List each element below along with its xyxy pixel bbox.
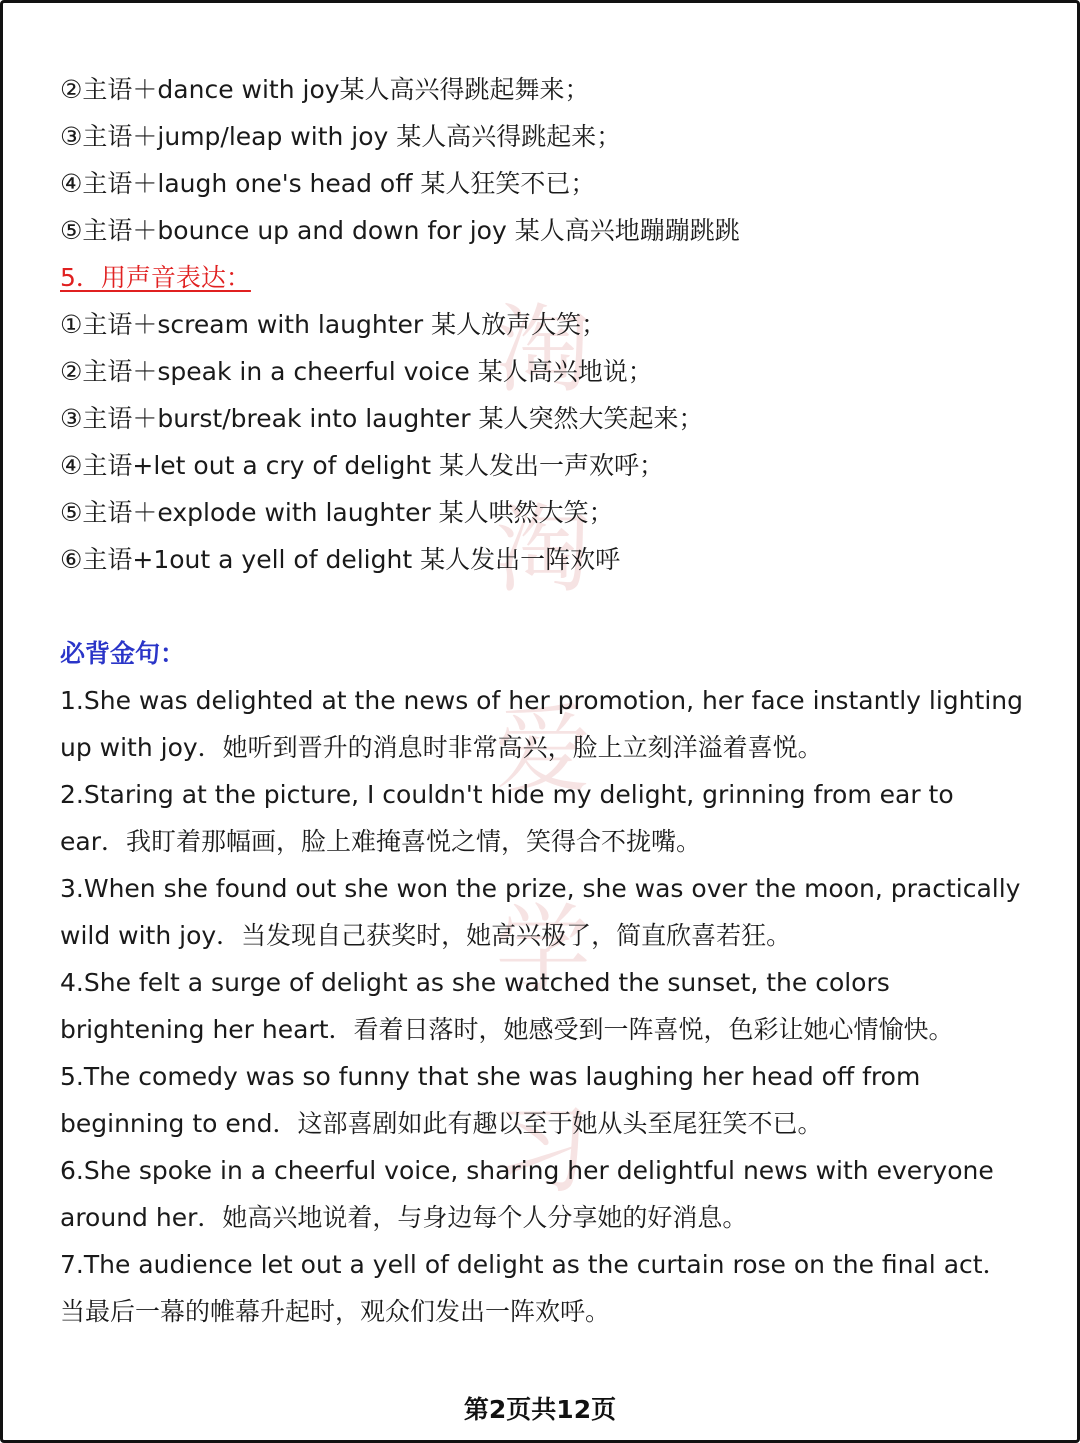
watermark-char: 爱 — [495, 694, 591, 806]
sentence-paragraph: 7.The audience let out a yell of delight as the curtain rose on the final act．当最后一幕的帷幕升起时，观众们发出一阵欢呼。 — [60, 1250, 1008, 1326]
sentence-paragraph: 4.She felt a surge of delight as she watched the sunset, the colors brightening her heart．看着日落时，她感受到一阵喜悦，色彩让她心情愉快。 — [60, 968, 954, 1044]
sentence-paragraph: 1.She was delighted at the news of her promotion, her face instantly lighting up with joy．她听到晋升的消息时非常高兴，脸上立刻洋溢着喜悦。 — [60, 686, 1023, 762]
sound-item: ③主语＋burst/break into laughter 某人突然大笑起来； — [60, 404, 704, 433]
sound-item: ⑤主语＋explode with laughter 某人哄然大笑； — [60, 498, 614, 527]
sound-item: ②主语＋speak in a cheerful voice 某人高兴地说； — [60, 357, 653, 386]
page-number: 第2页共12页 — [463, 1395, 617, 1424]
watermark-char: 习 — [495, 1094, 591, 1206]
sound-item: ①主语＋scream with laughter 某人放声大笑； — [60, 310, 607, 339]
sentences-heading: 必背金句： — [60, 639, 186, 668]
sound-item: ⑥主语+1out a yell of delight 某人发出一阵欢呼 — [60, 545, 621, 574]
watermark-char: 淘 — [495, 294, 591, 406]
action-item: ⑤主语＋bounce up and down for joy 某人高兴地蹦蹦跳跳 — [60, 216, 740, 245]
sentence-paragraph: 3.When she found out she won the prize, she was over the moon, practically wild with joy．当发现自己获奖时，她高兴极了，简直欣喜若狂。 — [60, 874, 1021, 950]
action-item: ②主语＋dance with joy某人高兴得跳起舞来； — [60, 75, 590, 104]
sentence-paragraph: 5.The comedy was so funny that she was laughing her head off from beginning to end．这部喜剧如此有趣以至于她从头至尾狂笑不已。 — [60, 1062, 921, 1138]
section-spacer — [60, 583, 1025, 630]
sentence-paragraph: 2.Staring at the picture, I couldn't hide my delight, grinning from ear to ear．我盯着那幅画，脸上难掩喜悦之情，笑得合不拢嘴。 — [60, 780, 954, 856]
sound-item: ④主语+let out a cry of delight 某人发出一声欢呼； — [60, 451, 665, 480]
document-body — [60, 66, 1025, 1335]
sound-section-heading: 5．用声音表达： — [60, 263, 251, 292]
sound-section-heading-row — [60, 254, 1025, 301]
sentence-paragraph: 6.She spoke in a cheerful voice, sharing her delightful news with everyone around her．她高兴地说着，与身边每个人分享她的好消息。 — [60, 1156, 994, 1232]
action-item: ④主语＋laugh one's head off 某人狂笑不已； — [60, 169, 596, 198]
watermark-char: 学 — [495, 894, 591, 1006]
action-item: ③主语＋jump/leap with joy 某人高兴得跳起来； — [60, 122, 622, 151]
watermark-char: 淘 — [495, 494, 591, 606]
